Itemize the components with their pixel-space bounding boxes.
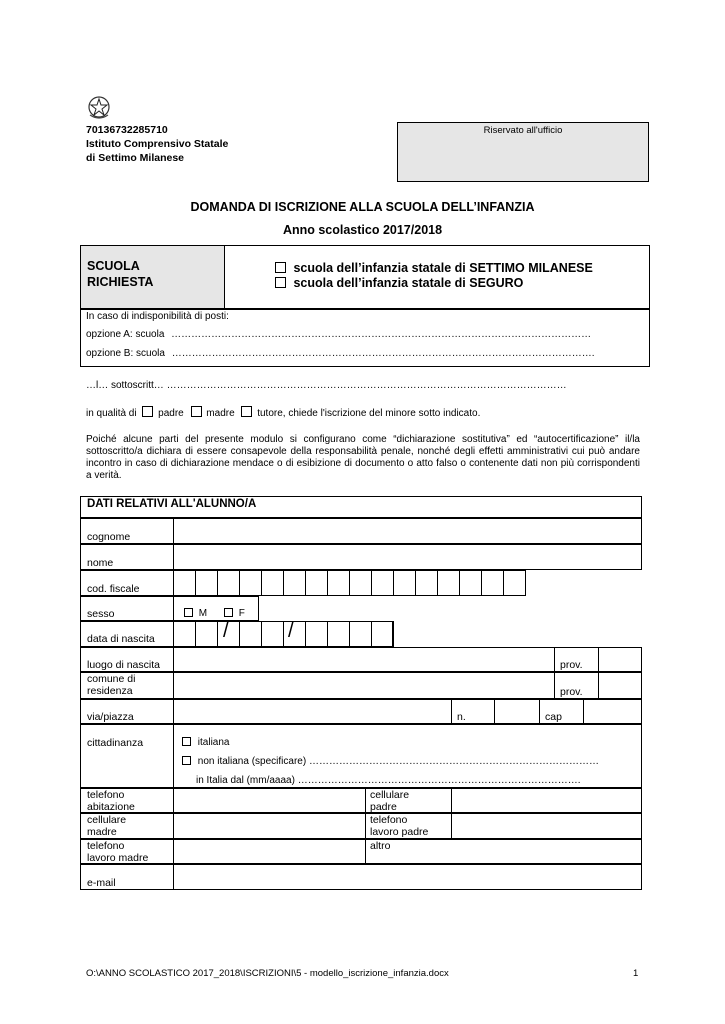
- cognome-field[interactable]: [174, 519, 641, 543]
- comune-residenza-prov-label: prov.: [560, 686, 583, 698]
- cod-fiscale-cell[interactable]: [239, 570, 262, 596]
- nome-label: nome: [87, 557, 114, 569]
- checkbox-tutore[interactable]: [241, 406, 252, 417]
- dob-slash-2: /: [288, 620, 294, 642]
- cod-fiscale-cell[interactable]: [327, 570, 350, 596]
- cod-fiscale-cell[interactable]: [393, 570, 416, 596]
- cell-madre-field[interactable]: [174, 814, 364, 838]
- luogo-nascita-label: luogo di nascita: [87, 659, 160, 671]
- footer-page-number: 1: [633, 968, 639, 979]
- cap-field[interactable]: [584, 700, 641, 723]
- email-label: e-mail: [87, 877, 116, 889]
- data-nascita-label: data di nascita: [87, 633, 155, 645]
- data-nascita-cell[interactable]: [283, 621, 306, 647]
- school-year: Anno scolastico 2017/2018: [282, 223, 443, 237]
- cod-fiscale-cell[interactable]: [217, 570, 240, 596]
- tel-abitazione-field[interactable]: [174, 789, 364, 812]
- in-italia-dal-line[interactable]: in Italia dal (mm/aaaa) ………………………………………………………………………….: [196, 775, 581, 786]
- option-a-label: opzione A: scuola: [86, 329, 165, 340]
- school-choice-label-1: SCUOLA: [87, 259, 140, 273]
- cod-fiscale-cell[interactable]: [349, 570, 372, 596]
- altro-field[interactable]: [366, 840, 641, 863]
- tel-lavoro-madre-field[interactable]: [174, 840, 364, 863]
- sesso-label: sesso: [87, 608, 115, 620]
- data-nascita-cell[interactable]: [239, 621, 262, 647]
- cittadinanza-non-italiana-option[interactable]: [182, 756, 637, 767]
- cittadinanza-label: cittadinanza: [87, 737, 144, 749]
- italian-republic-emblem: [86, 95, 112, 121]
- comune-residenza-prov-field[interactable]: [599, 673, 641, 698]
- cod-fiscale-label: cod. fiscale: [87, 583, 140, 595]
- cell-padre-label-1: cellulare: [370, 789, 410, 801]
- reserved-office-box: [397, 122, 649, 182]
- via-field[interactable]: [174, 700, 450, 723]
- sesso-f-label: F: [238, 608, 245, 619]
- cittadinanza-italiana-option[interactable]: [182, 737, 229, 748]
- school-code: 70136732285710: [86, 124, 168, 136]
- padre-label: padre: [158, 408, 184, 419]
- data-nascita-cell[interactable]: [195, 621, 218, 647]
- comune-residenza-label-2: residenza: [87, 685, 133, 697]
- luogo-nascita-prov-label: prov.: [560, 659, 583, 671]
- school-name-line1: Istituto Comprensivo Statale: [86, 138, 229, 150]
- quality-prefix: in qualità di: [86, 408, 137, 419]
- school-option-settimo-label: scuola dell’infanzia statale di SETTIMO MILANESE: [293, 261, 593, 275]
- checkbox-sesso-m[interactable]: [184, 608, 193, 617]
- cod-fiscale-cell[interactable]: [305, 570, 328, 596]
- non-italiana-label: non italiana (specificare) ……………………………………………………………………………: [197, 756, 599, 767]
- cod-fiscale-cell[interactable]: [283, 570, 306, 596]
- sesso-m-label: M: [198, 608, 208, 619]
- data-nascita-cell[interactable]: [349, 621, 372, 647]
- student-section-header: [80, 496, 642, 518]
- data-nascita-cell[interactable]: [173, 621, 196, 647]
- signer-line[interactable]: …l… sottoscritt… …………………………………………………………………………………………………………: [86, 380, 567, 391]
- option-b-dots: ……………………………………………………………………………………………………………….: [171, 348, 595, 359]
- dob-slash-1: /: [223, 620, 229, 642]
- checkbox-padre[interactable]: [142, 406, 153, 417]
- civico-field[interactable]: [495, 700, 538, 723]
- sesso-f-option[interactable]: [224, 608, 245, 619]
- tel-lavoro-madre-label-2: lavoro madre: [87, 852, 149, 864]
- cod-fiscale-cell[interactable]: [415, 570, 438, 596]
- school-option-seguro-label: scuola dell’infanzia statale di SEGURO: [293, 276, 524, 290]
- checkbox-madre[interactable]: [191, 406, 202, 417]
- school-option-settimo[interactable]: [275, 261, 593, 275]
- cap-label: cap: [545, 711, 562, 723]
- tutore-label: tutore, chiede l'iscrizione del minore sotto indicato.: [257, 408, 481, 419]
- data-nascita-cell[interactable]: [371, 621, 394, 647]
- cod-fiscale-cell[interactable]: [437, 570, 460, 596]
- tel-abitazione-label-1: telefono: [87, 789, 125, 801]
- reserved-office-label: Riservato all'ufficio: [483, 125, 563, 136]
- option-b-row[interactable]: [86, 348, 646, 359]
- school-choice-label-2: RICHIESTA: [87, 275, 154, 289]
- student-section-title: DATI RELATIVI ALL'ALUNNO/A: [87, 498, 257, 510]
- tel-lavoro-madre-label-1: telefono: [87, 840, 125, 852]
- nome-field[interactable]: [174, 545, 641, 569]
- cell-madre-label-2: madre: [87, 826, 117, 838]
- tel-lavoro-padre-label-2: lavoro padre: [370, 826, 429, 838]
- checkbox-sesso-f[interactable]: [224, 608, 233, 617]
- comune-residenza-field[interactable]: [174, 673, 553, 698]
- luogo-nascita-prov-field[interactable]: [599, 648, 641, 671]
- sesso-m-option[interactable]: [184, 608, 207, 619]
- cod-fiscale-cell[interactable]: [173, 570, 196, 596]
- disclaimer-paragraph: Poiché alcune parti del presente modulo si configurano come “dichiarazione sostitutiva” ed “autocertificazione” il/la sottoscritto/a dichiara di essere consapevole della responsabilità penale, nonché degli effetti amministrativi cui può andare incontro in caso di dichiarazione mendace o di esibizione di documento o atto falso o contenente dati non più corrispondenti a verità.: [86, 434, 640, 481]
- cod-fiscale-cell[interactable]: [261, 570, 284, 596]
- data-nascita-cell[interactable]: [305, 621, 328, 647]
- cod-fiscale-cell[interactable]: [195, 570, 218, 596]
- italiana-label: italiana: [197, 737, 230, 748]
- cod-fiscale-cell[interactable]: [459, 570, 482, 596]
- tel-abitazione-label-2: abitazione: [87, 801, 135, 813]
- checkbox-settimo[interactable]: [275, 262, 286, 273]
- cod-fiscale-cell[interactable]: [503, 570, 526, 596]
- cell-madre-label-1: cellulare: [87, 814, 127, 826]
- data-nascita-cell[interactable]: [327, 621, 350, 647]
- cell-padre-field[interactable]: [452, 789, 641, 812]
- madre-label: madre: [206, 408, 235, 419]
- form-title: DOMANDA DI ISCRIZIONE ALLA SCUOLA DELL’INFANZIA: [190, 200, 535, 214]
- cell-padre-label-2: padre: [370, 801, 397, 813]
- tel-lavoro-padre-field[interactable]: [452, 814, 641, 838]
- cognome-label: cognome: [87, 531, 131, 543]
- checkbox-non-italiana[interactable]: [182, 756, 191, 765]
- luogo-nascita-field[interactable]: [174, 648, 553, 671]
- checkbox-seguro[interactable]: [275, 277, 286, 288]
- unavailable-note: In caso di indisponibilità di posti:: [86, 311, 229, 322]
- option-a-dots: ………………………………………………………………………………………………………………: [171, 329, 592, 340]
- school-option-seguro[interactable]: [275, 276, 523, 290]
- quality-row: [86, 406, 480, 419]
- tel-lavoro-padre-label-1: telefono: [370, 814, 408, 826]
- option-b-label: opzione B: scuola: [86, 348, 165, 359]
- altro-label: altro: [370, 840, 391, 852]
- option-a-row[interactable]: [86, 329, 646, 340]
- civico-label: n.: [457, 711, 466, 723]
- cod-fiscale-cell[interactable]: [371, 570, 394, 596]
- footer-file-path: O:\ANNO SCOLASTICO 2017_2018\ISCRIZIONI\5 - modello_iscrizione_infanzia.docx: [86, 968, 449, 979]
- email-field[interactable]: [174, 865, 641, 889]
- cod-fiscale-cell[interactable]: [481, 570, 504, 596]
- via-label: via/piazza: [87, 711, 134, 723]
- comune-residenza-label-1: comune di: [87, 673, 136, 685]
- checkbox-italiana[interactable]: [182, 737, 191, 746]
- school-name-line2: di Settimo Milanese: [86, 152, 185, 164]
- data-nascita-cell[interactable]: [261, 621, 284, 647]
